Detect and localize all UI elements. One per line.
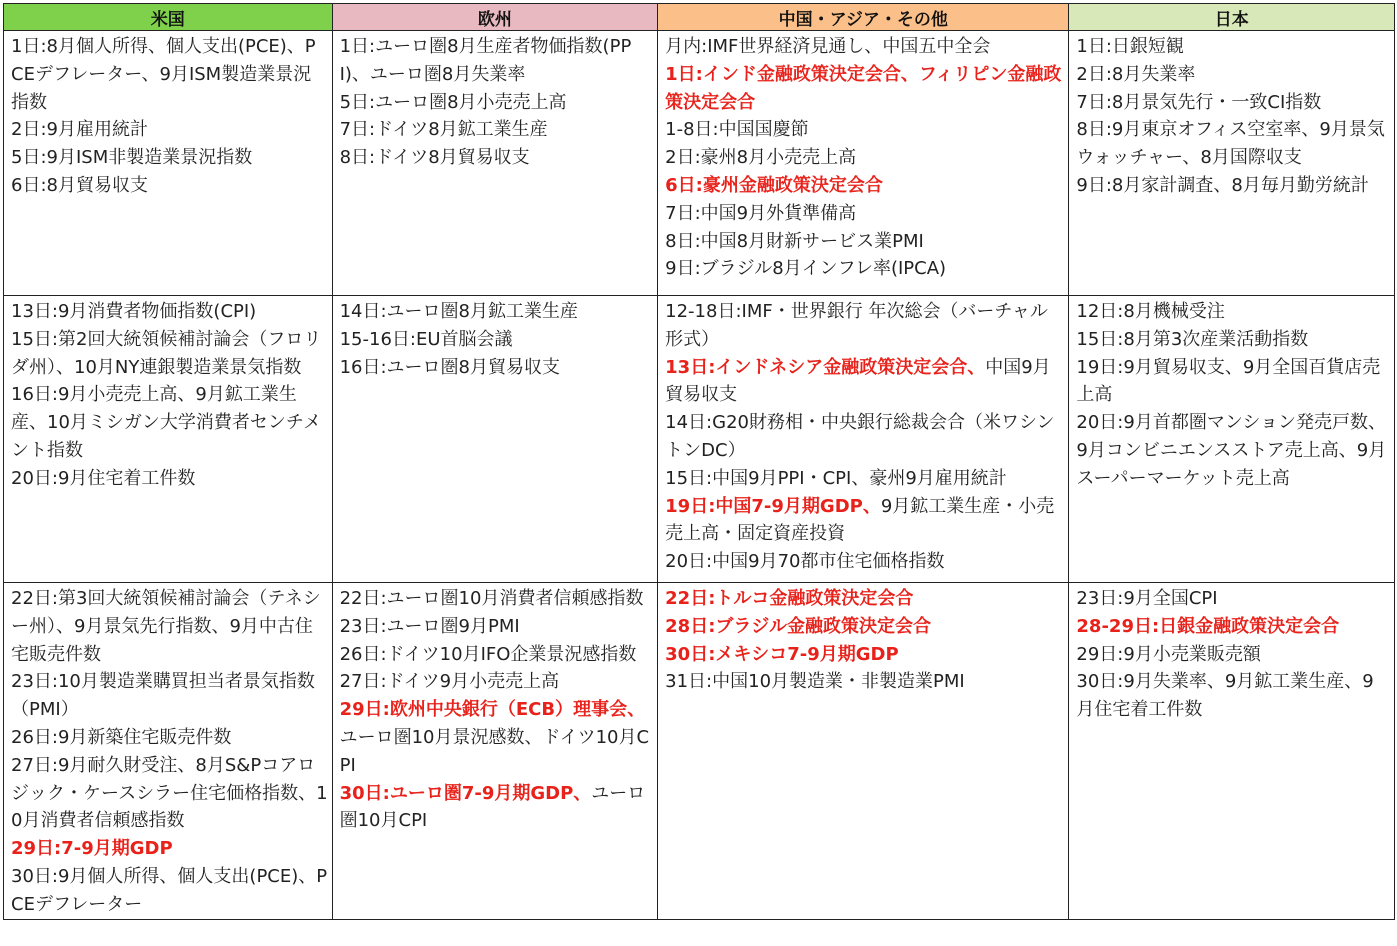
event-highlight: 29日:欧州中央銀行（ECB）理事会、 [339, 699, 646, 721]
event-text: 9日:8月家計調査、8月毎月勤労統計 [1076, 174, 1369, 196]
cell-eu [332, 31, 658, 296]
event-item [665, 144, 1064, 172]
event-text: 20日:9月首都圏マンション発売戸数、9月コンビニエンスストア売上高、9月スーパーマーケット売上高 [1076, 412, 1387, 489]
event-item [665, 585, 1064, 613]
event-item [340, 585, 654, 613]
event-item [340, 668, 654, 696]
event-item [665, 116, 1064, 144]
event-item [1076, 613, 1390, 641]
event-highlight: 6日:豪州金融政策決定会合 [665, 174, 883, 196]
event-text: 22日:第3回大統領候補討論会（テネシー州）、9月景気先行指数、9月中古住宅販売件数 [11, 588, 321, 665]
event-item [665, 493, 1064, 549]
event-text: 26日:ドイツ10月IFO企業景況感指数 [339, 643, 637, 665]
cell-japan [1069, 583, 1395, 920]
header-eu: 欧州 [332, 4, 658, 31]
cell-asia [658, 583, 1069, 920]
event-text: 5日:9月ISM非製造業景況指数 [11, 147, 253, 169]
event-text: 15日:8月第3次産業活動指数 [1076, 328, 1309, 350]
event-text: 13日:9月消費者物価指数(CPI) [11, 301, 257, 322]
cell-us [4, 583, 333, 920]
header-row [4, 4, 1395, 31]
event-text: 2日:豪州8月小売売上高 [665, 147, 857, 169]
event-text: ユーロ圏10月CPI [339, 782, 646, 832]
table-row [4, 583, 1395, 920]
event-item [11, 298, 328, 326]
event-text: 30日:9月個人所得、個人支出(PCE)、PCEデフレーター [11, 865, 328, 915]
event-item [1076, 172, 1390, 200]
event-text: 2日:9月雇用統計 [11, 119, 148, 141]
event-highlight: 1日:インド金融政策決定会合、フィリピン金融政策決定会合 [665, 63, 1062, 113]
event-item [1076, 89, 1390, 117]
event-text: 15-16日:EU首脳会議 [339, 328, 513, 350]
event-item [11, 724, 328, 752]
event-text: 1日:8月個人所得、個人支出(PCE)、PCEデフレーター、9月ISM製造業景況指数 [11, 36, 316, 113]
event-text: 9日:ブラジル8月インフレ率(IPCA) [665, 258, 947, 280]
event-item [665, 298, 1064, 354]
event-item [11, 33, 328, 116]
event-text: 20日:中国9月70都市住宅価格指数 [665, 551, 945, 573]
event-text: 7日:中国9月外貨準備高 [665, 202, 857, 224]
cell-japan [1069, 31, 1395, 296]
event-text: 8日:ドイツ8月貿易収支 [339, 147, 530, 169]
event-text: 12-18日:IMF・世界銀行 年次総会（バーチャル形式） [665, 301, 1048, 350]
event-item [340, 780, 654, 836]
event-text: 中国9月貿易収支 [665, 356, 1051, 406]
event-item [11, 835, 328, 863]
event-item [340, 613, 654, 641]
event-item [665, 200, 1064, 228]
event-item [665, 548, 1064, 576]
event-text: 8日:9月東京オフィス空室率、9月景気ウォッチャー、8月国際収支 [1076, 119, 1385, 169]
event-item [665, 668, 1064, 696]
event-item [11, 144, 328, 172]
event-text: 2日:8月失業率 [1076, 63, 1196, 85]
cell-japan [1069, 296, 1395, 583]
event-highlight: 19日:中国7-9月期GDP、 [665, 495, 881, 517]
table-row [4, 31, 1395, 296]
event-item [665, 613, 1064, 641]
event-text: 16日:9月小売売上高、9月鉱工業生産、10月ミシガン大学消費者センチメント指数 [11, 384, 322, 461]
event-highlight: 13日:インドネシア金融政策決定会合、 [665, 356, 986, 378]
event-item [1076, 585, 1390, 613]
event-highlight: 30日:メキシコ7-9月期GDP [665, 643, 899, 665]
event-item [340, 116, 654, 144]
event-item [1076, 326, 1390, 354]
event-item [1076, 668, 1390, 724]
cell-eu [332, 296, 658, 583]
event-item [1076, 116, 1390, 172]
event-text: 23日:ユーロ圏9月PMI [339, 615, 520, 637]
event-text: 7日:8月景気先行・一致CI指数 [1076, 91, 1322, 113]
event-text: 22日:ユーロ圏10月消費者信頼感指数 [339, 588, 644, 609]
event-highlight: 30日:ユーロ圏7-9月期GDP、 [339, 782, 592, 804]
event-text: 26日:9月新築住宅販売件数 [11, 726, 232, 748]
event-item [11, 172, 328, 200]
event-text: ユーロ圏10月景況感数、ドイツ10月CPI [339, 726, 650, 776]
event-item [1076, 354, 1390, 410]
event-text: 30日:9月失業率、9月鉱工業生産、9月住宅着工件数 [1076, 671, 1374, 721]
event-item [665, 172, 1064, 200]
event-item [665, 61, 1064, 117]
event-item [340, 33, 654, 89]
header-us: 米国 [4, 4, 333, 31]
event-item [1076, 61, 1390, 89]
event-item [11, 116, 328, 144]
event-item [1076, 409, 1390, 492]
event-item [340, 144, 654, 172]
event-item [340, 89, 654, 117]
event-text: 15日:第2回大統領候補討論会（フロリダ州）、10月NY連銀製造業景気指数 [11, 328, 322, 378]
event-item [11, 465, 328, 493]
header-japan: 日本 [1069, 4, 1395, 31]
event-item [340, 641, 654, 669]
event-item [1076, 641, 1390, 669]
event-item [11, 668, 328, 724]
cell-eu [332, 583, 658, 920]
event-item [1076, 298, 1390, 326]
event-highlight: 28-29日:日銀金融政策決定会合 [1076, 615, 1340, 637]
event-text: 20日:9月住宅着工件数 [11, 467, 196, 489]
event-text: 15日:中国9月PPI・CPI、豪州9月雇用統計 [665, 467, 1007, 489]
event-text: 14日:ユーロ圏8月鉱工業生産 [339, 301, 579, 322]
event-item [665, 409, 1064, 465]
event-text: 19日:9月貿易収支、9月全国百貨店売上高 [1076, 356, 1381, 406]
event-item [11, 381, 328, 464]
event-item [11, 585, 328, 668]
header-asia: 中国・アジア・その他 [658, 4, 1069, 31]
event-text: 12日:8月機械受注 [1076, 301, 1225, 322]
event-item [665, 641, 1064, 669]
event-highlight: 22日:トルコ金融政策決定会合 [665, 588, 914, 609]
table-row [4, 296, 1395, 583]
event-text: 1日:日銀短観 [1076, 36, 1184, 57]
event-text: 23日:10月製造業購買担当者景気指数（PMI） [11, 671, 315, 721]
event-text: 6日:8月貿易収支 [11, 174, 148, 196]
event-item [340, 696, 654, 779]
event-item [11, 326, 328, 382]
event-item [340, 326, 654, 354]
event-text: 31日:中国10月製造業・非製造業PMI [665, 671, 965, 693]
event-item [340, 354, 654, 382]
event-text: 5日:ユーロ圏8月小売売上高 [339, 91, 567, 113]
cell-asia [658, 296, 1069, 583]
event-highlight: 28日:ブラジル金融政策決定会合 [665, 615, 931, 637]
event-item [665, 33, 1064, 61]
event-item [665, 354, 1064, 410]
event-item [340, 298, 654, 326]
event-item [11, 752, 328, 835]
event-text: 14日:G20財務相・中央銀行総裁会合（米ワシントンDC） [665, 412, 1055, 461]
cell-us [4, 296, 333, 583]
event-text: 29日:9月小売業販売額 [1076, 643, 1261, 665]
event-text: 1日:ユーロ圏8月生産者物価指数(PPI)、ユーロ圏8月失業率 [339, 36, 632, 85]
event-item [665, 465, 1064, 493]
event-text: 1-8日:中国国慶節 [665, 119, 809, 141]
event-text: 月内:IMF世界経済見通し、中国五中全会 [665, 36, 991, 57]
event-text: 9月鉱工業生産・小売売上高・固定資産投資 [665, 495, 1055, 545]
event-item [665, 228, 1064, 256]
event-item [665, 255, 1064, 283]
cell-asia [658, 31, 1069, 296]
event-item [1076, 33, 1390, 61]
cell-us [4, 31, 333, 296]
event-text: 8日:中国8月財新サービス業PMI [665, 230, 924, 252]
event-text: 16日:ユーロ圏8月貿易収支 [339, 356, 561, 378]
economic-calendar-table [3, 3, 1395, 920]
event-text: 7日:ドイツ8月鉱工業生産 [339, 119, 548, 141]
event-highlight: 29日:7-9月期GDP [11, 838, 173, 860]
event-text: 27日:9月耐久財受注、8月S&Pコアロジック・ケースシラー住宅価格指数、10月消費者信頼感指数 [11, 754, 328, 832]
event-text: 27日:ドイツ9月小売売上高 [339, 671, 560, 693]
event-text: 23日:9月全国CPI [1076, 588, 1218, 609]
event-item [11, 863, 328, 919]
